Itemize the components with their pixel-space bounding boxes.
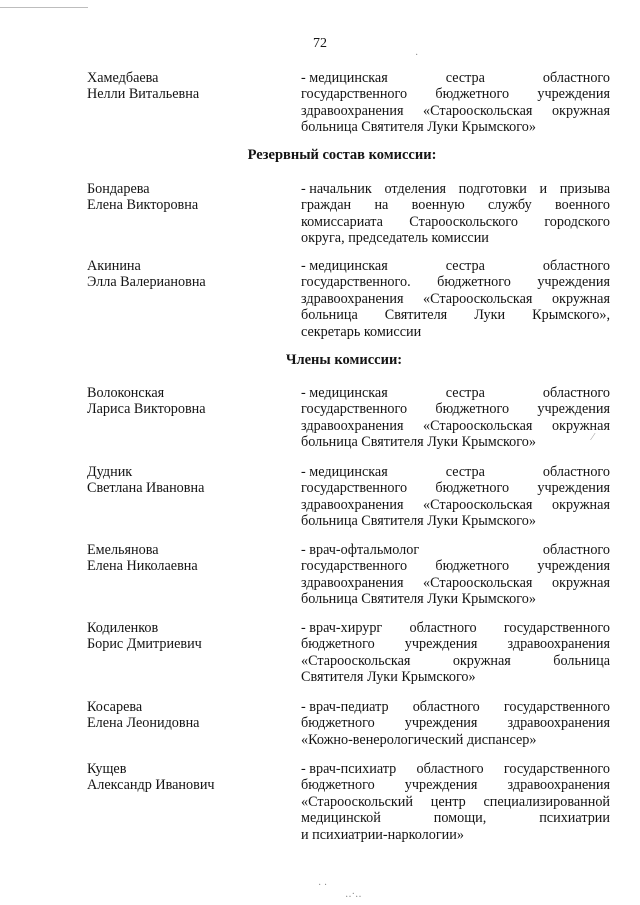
position-line xyxy=(301,810,610,826)
position-word: учреждения xyxy=(404,777,478,794)
person-surname: Косарева xyxy=(87,699,143,715)
position-line xyxy=(301,274,610,290)
position-word: государственного xyxy=(503,699,610,715)
position-word: округа, председатель комиссии xyxy=(301,230,489,247)
position-word: окружная xyxy=(551,102,610,119)
position-word: - врач-психиатр xyxy=(301,761,397,777)
position-line xyxy=(301,542,610,558)
position-word: - медицинская xyxy=(301,70,388,86)
position-word: сестра xyxy=(445,464,485,480)
position-word: областного xyxy=(542,70,610,86)
position-word: отделения xyxy=(384,181,446,197)
position-word: учреждения xyxy=(537,558,610,575)
position-word: здравоохранения xyxy=(301,102,404,119)
person-name xyxy=(87,385,287,418)
position-word: областного xyxy=(542,385,610,401)
position-word: секретарь комиссии xyxy=(301,323,422,340)
position-word: сестра xyxy=(445,70,485,86)
person-surname: Бондарева xyxy=(87,181,150,197)
position-line xyxy=(301,827,610,843)
position-line xyxy=(301,732,610,748)
position-word: окружная xyxy=(551,574,610,591)
person-surname: Волоконская xyxy=(87,385,165,401)
position-word: бюджетного xyxy=(301,715,375,732)
position-line xyxy=(301,715,610,731)
position-word: - начальник xyxy=(301,181,372,197)
position-line xyxy=(301,401,610,417)
position-word: здравоохранения xyxy=(301,496,404,513)
position-word: областного xyxy=(412,699,480,715)
position-word: бюджетного xyxy=(435,480,510,497)
position-word: окружная xyxy=(551,496,610,513)
position-word: Старооскольского xyxy=(409,213,518,230)
position-word: военного xyxy=(554,197,610,214)
person-name xyxy=(87,464,287,497)
position-word: службу xyxy=(488,197,532,214)
person-position xyxy=(301,258,610,340)
person-given-names: Элла Валериановна xyxy=(87,274,206,291)
person-given-names: Елена Николаевна xyxy=(87,558,198,575)
position-line xyxy=(301,324,610,340)
position-word: государственного xyxy=(301,401,408,418)
position-word: больница Святителя Луки Крымского» xyxy=(301,119,536,136)
heading-commission-members: Члены комиссии: xyxy=(285,352,403,368)
person-given-names: Нелли Витальевна xyxy=(87,86,200,103)
heading-reserve-commission: Резервный состав комиссии: xyxy=(247,147,437,163)
position-word: помощи, xyxy=(433,810,487,827)
position-line xyxy=(301,103,610,119)
position-line xyxy=(301,197,610,213)
position-word: комиссариата xyxy=(301,213,383,230)
person-given-names: Александр Иванович xyxy=(87,777,215,794)
scan-edge-line xyxy=(0,7,88,8)
position-word: - медицинская xyxy=(301,385,388,401)
position-word: учреждения xyxy=(537,401,610,418)
position-word: военную xyxy=(411,197,465,214)
position-line xyxy=(301,558,610,574)
position-word: больница xyxy=(553,652,610,669)
person-name xyxy=(87,258,287,291)
position-line xyxy=(301,497,610,513)
position-word: подготовки xyxy=(458,181,527,197)
position-word: сестра xyxy=(445,385,485,401)
person-position xyxy=(301,70,610,136)
person-name xyxy=(87,181,287,214)
position-word: специализированной xyxy=(483,793,610,810)
position-word: на xyxy=(374,197,389,214)
position-word: городского xyxy=(544,213,610,230)
position-word: бюджетного xyxy=(301,636,375,653)
scan-speck: ⁄ xyxy=(592,432,594,443)
person-given-names: Лариса Викторовна xyxy=(87,401,206,418)
position-word: государственного xyxy=(503,620,610,636)
position-word: - врач-хирург xyxy=(301,620,383,636)
position-word: бюджетного xyxy=(301,777,375,794)
position-word: больница Святителя Луки Крымского» xyxy=(301,434,536,451)
position-word: окружная xyxy=(551,290,610,307)
position-word: больница Святителя Луки Крымского» xyxy=(301,591,536,608)
position-word: областного xyxy=(542,542,610,558)
position-word: окружная xyxy=(452,652,511,669)
position-word: Крымского», xyxy=(532,307,610,324)
position-word: - медицинская xyxy=(301,258,388,274)
position-word: «Старооскольская xyxy=(423,417,533,434)
person-surname: Кущев xyxy=(87,761,127,777)
position-line xyxy=(301,119,610,135)
person-surname: Дудник xyxy=(87,464,133,480)
position-word: Святителя xyxy=(384,307,448,324)
person-position xyxy=(301,761,610,843)
position-word: больница Святителя Луки Крымского» xyxy=(301,513,536,530)
position-line xyxy=(301,777,610,793)
position-line xyxy=(301,181,610,197)
position-line xyxy=(301,653,610,669)
position-word: «Старооскольская xyxy=(423,290,533,307)
position-word: здравоохранения xyxy=(301,417,404,434)
position-word: граждан xyxy=(301,197,352,214)
scan-speck: · · xyxy=(318,880,328,891)
position-line xyxy=(301,418,610,434)
position-word: областного xyxy=(542,464,610,480)
position-word: «Старооскольская xyxy=(423,496,533,513)
position-word: здравоохранения xyxy=(301,574,404,591)
person-position xyxy=(301,181,610,247)
position-word: государственного xyxy=(503,761,610,777)
position-line xyxy=(301,291,610,307)
position-word: бюджетного xyxy=(435,558,510,575)
person-name xyxy=(87,542,287,575)
position-word: учреждения xyxy=(404,636,478,653)
position-line xyxy=(301,699,610,715)
position-word: областного xyxy=(416,761,484,777)
person-position xyxy=(301,542,610,608)
position-word: медицинской xyxy=(301,810,381,827)
person-given-names: Елена Викторовна xyxy=(87,197,199,214)
person-surname: Акинина xyxy=(87,258,141,274)
position-word: «Кожно-венерологический диспансер» xyxy=(301,731,537,748)
position-line xyxy=(301,761,610,777)
position-word: Святителя Луки Крымского» xyxy=(301,669,476,686)
position-line xyxy=(301,513,610,529)
person-position xyxy=(301,385,610,451)
position-line xyxy=(301,669,610,685)
position-word: учреждения xyxy=(537,274,610,291)
person-name xyxy=(87,761,287,794)
position-word: государственного xyxy=(301,480,408,497)
position-line xyxy=(301,636,610,652)
person-position xyxy=(301,620,610,686)
position-word: учреждения xyxy=(537,86,610,103)
scan-speck: ‥·‥ xyxy=(345,889,362,900)
position-word: Луки xyxy=(474,307,506,324)
position-word: «Старооскольская xyxy=(423,102,533,119)
position-word: окружная xyxy=(551,417,610,434)
position-word: здравоохранения xyxy=(507,636,610,653)
position-word: центр xyxy=(430,793,466,810)
position-word: государственного xyxy=(301,86,408,103)
person-surname: Емельянова xyxy=(87,542,159,558)
position-word: сестра xyxy=(445,258,485,274)
position-word: учреждения xyxy=(404,715,478,732)
position-word: областного xyxy=(409,620,477,636)
position-word: здравоохранения xyxy=(507,777,610,794)
page-number: 72 xyxy=(313,36,327,51)
position-word: и психиатрии-наркологии» xyxy=(301,826,464,843)
position-line xyxy=(301,86,610,102)
position-word: - врач-педиатр xyxy=(301,699,389,715)
position-word: бюджетного xyxy=(435,401,510,418)
position-line xyxy=(301,70,610,86)
position-line xyxy=(301,464,610,480)
position-word: «Старооскольский xyxy=(301,793,413,810)
position-word: бюджетного xyxy=(437,274,511,291)
position-word: «Старооскольская xyxy=(301,652,411,669)
position-word: - медицинская xyxy=(301,464,388,480)
scan-speck: · xyxy=(415,50,419,61)
position-word: государственного. xyxy=(301,274,411,291)
position-word: больница xyxy=(301,307,358,324)
person-position xyxy=(301,464,610,530)
position-word: здравоохранения xyxy=(301,290,404,307)
position-word: и xyxy=(539,181,548,197)
person-name xyxy=(87,699,287,732)
person-surname: Кодиленков xyxy=(87,620,159,636)
person-given-names: Борис Дмитриевич xyxy=(87,636,202,653)
position-line xyxy=(301,434,610,450)
position-line xyxy=(301,620,610,636)
position-word: «Старооскольская xyxy=(423,574,533,591)
position-word: здравоохранения xyxy=(507,715,610,732)
position-word: - врач-офтальмолог xyxy=(301,542,420,558)
person-surname: Хамедбаева xyxy=(87,70,159,86)
position-word: государственного xyxy=(301,558,408,575)
position-word: бюджетного xyxy=(435,86,510,103)
position-line xyxy=(301,258,610,274)
position-line xyxy=(301,214,610,230)
person-given-names: Елена Леонидовна xyxy=(87,715,200,732)
person-position xyxy=(301,699,610,748)
person-name xyxy=(87,620,287,653)
position-line xyxy=(301,307,610,323)
position-line xyxy=(301,480,610,496)
person-name xyxy=(87,70,287,103)
person-given-names: Светлана Ивановна xyxy=(87,480,205,497)
position-line xyxy=(301,591,610,607)
position-line xyxy=(301,230,610,246)
position-word: призыва xyxy=(559,181,610,197)
position-line xyxy=(301,794,610,810)
position-line xyxy=(301,385,610,401)
position-line xyxy=(301,575,610,591)
position-word: психиатрии xyxy=(539,810,610,827)
position-word: областного xyxy=(542,258,610,274)
position-word: учреждения xyxy=(537,480,610,497)
